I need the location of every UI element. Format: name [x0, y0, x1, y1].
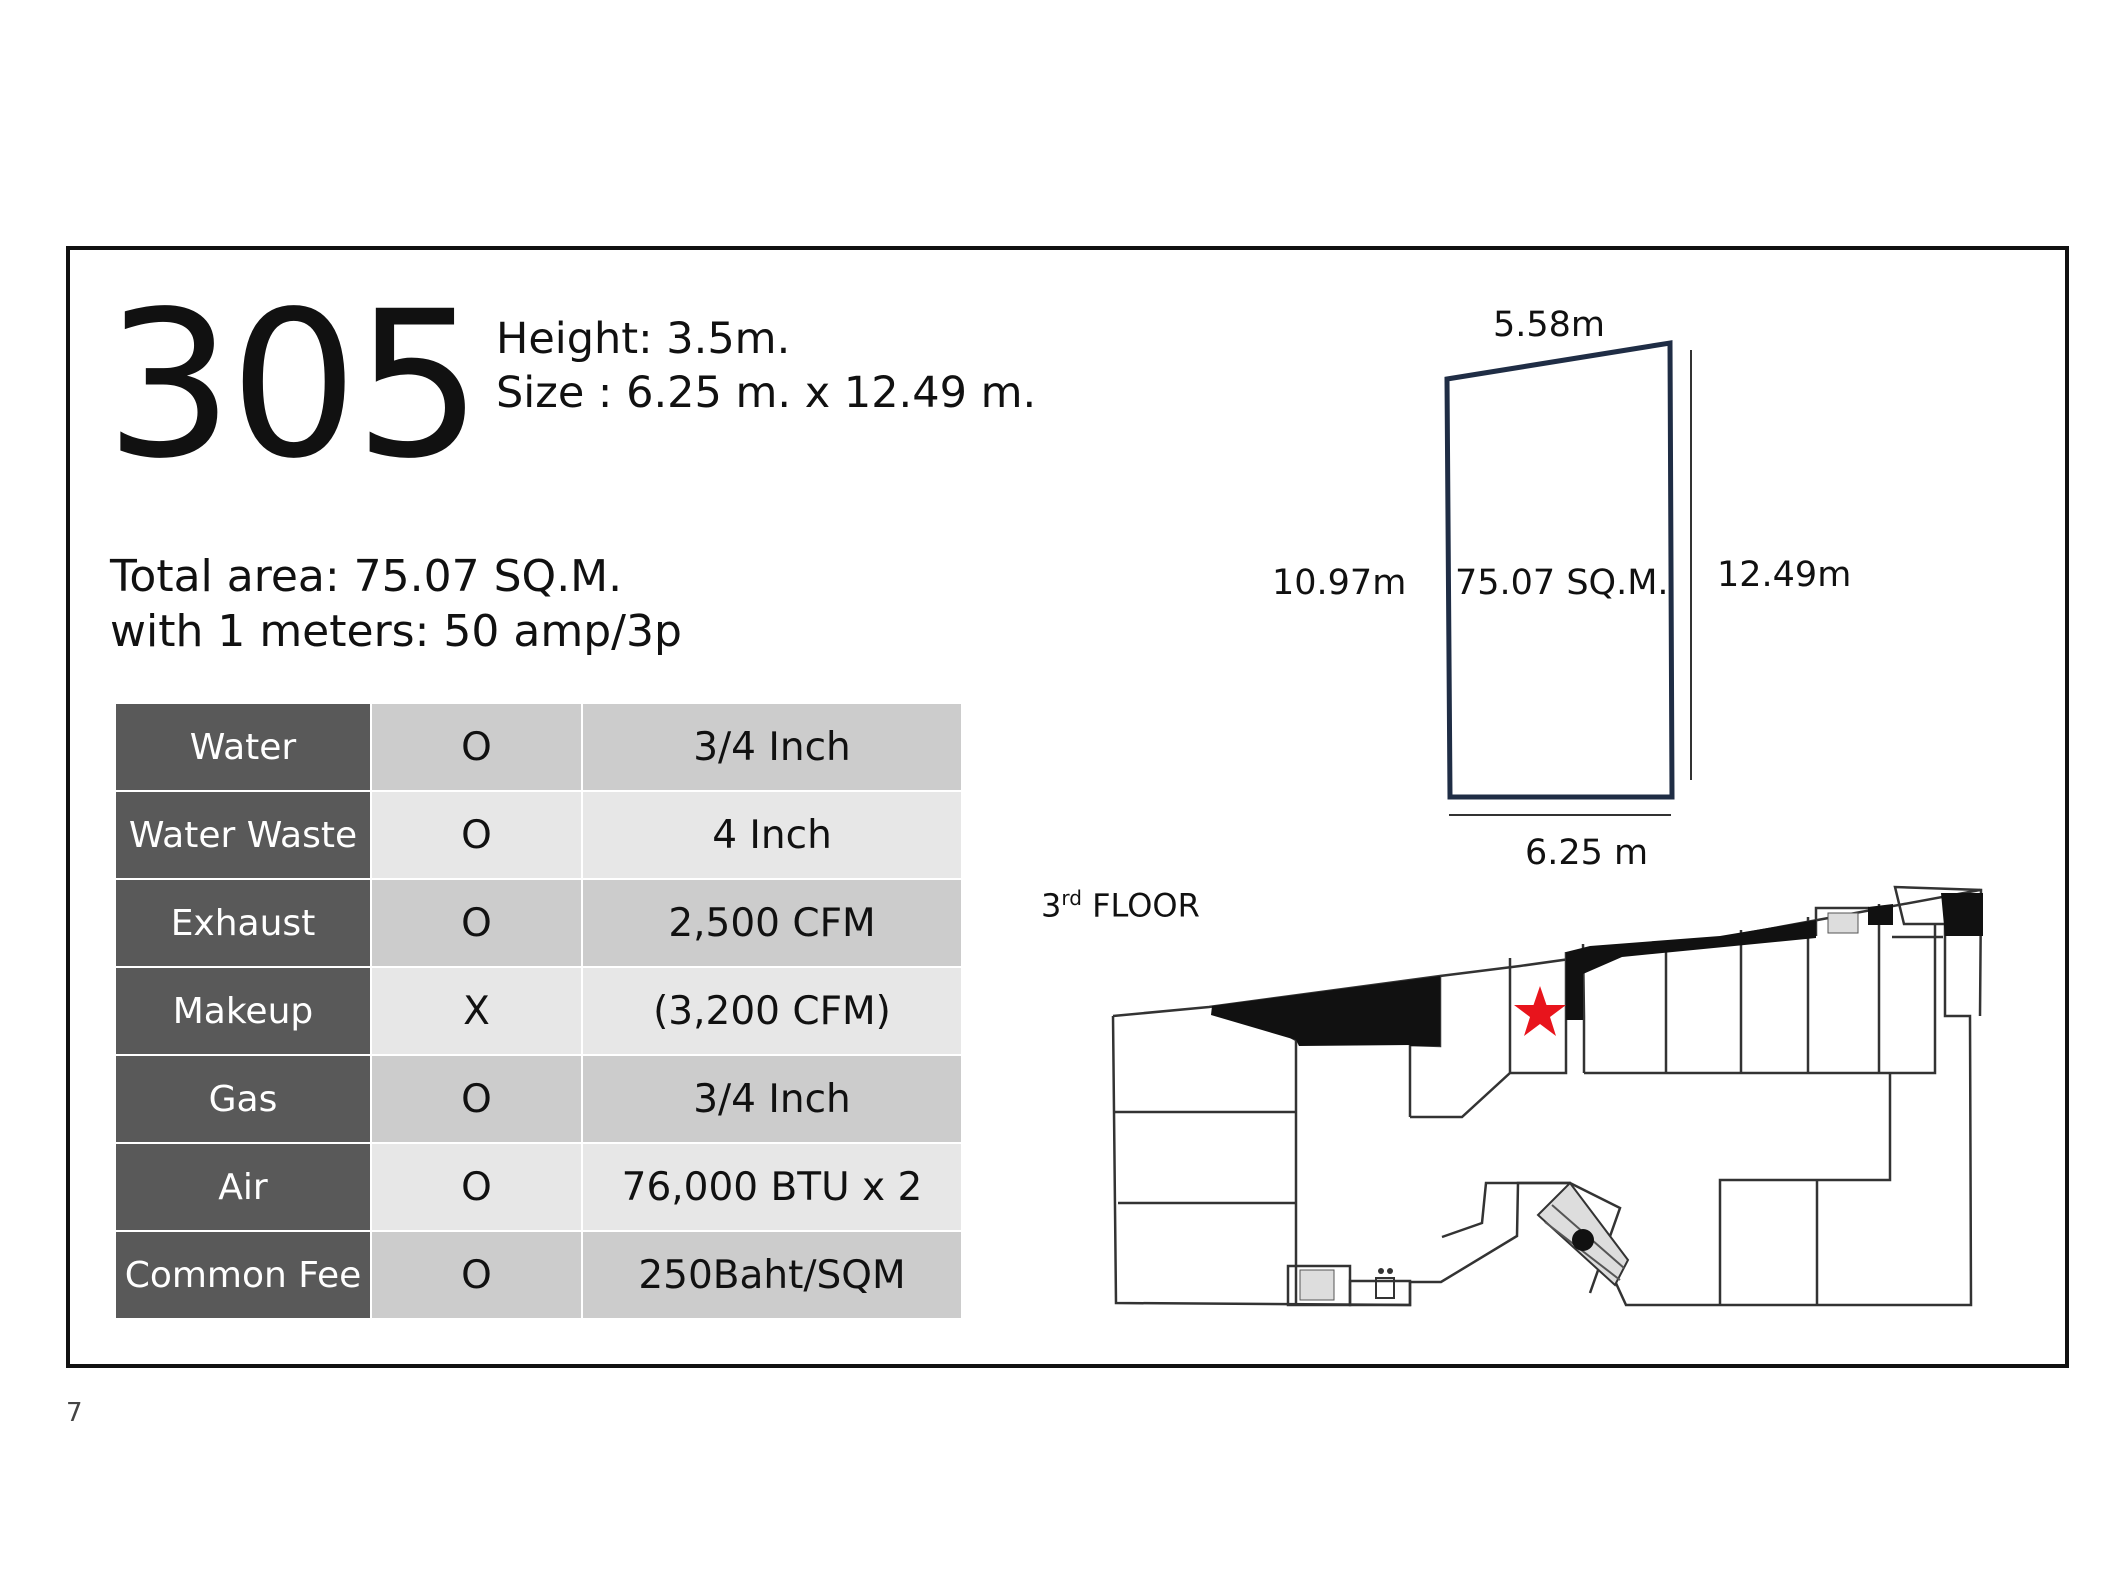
- utility-name: Makeup: [115, 967, 371, 1055]
- size-text: Size : 6.25 m. x 12.49 m.: [496, 368, 1037, 418]
- plan-area-label: 75.07 SQ.M.: [1455, 563, 1669, 603]
- utility-availability: O: [371, 879, 582, 967]
- floor-word: FLOOR: [1092, 886, 1200, 925]
- utility-name: Water Waste: [115, 791, 371, 879]
- floor-suffix: rd: [1061, 886, 1082, 910]
- floor-ordinal: 3: [1041, 886, 1062, 925]
- service-area-mid: [1566, 920, 1816, 1020]
- height-text: Height: 3.5m.: [496, 314, 791, 364]
- utility-spec: (3,200 CFM): [582, 967, 962, 1055]
- utility-availability: X: [371, 967, 582, 1055]
- dim-left: 10.97m: [1272, 563, 1407, 603]
- utility-spec: 3/4 Inch: [582, 703, 962, 791]
- restroom-icon: [1376, 1268, 1394, 1298]
- dim-right: 12.49m: [1717, 555, 1852, 595]
- utility-availability: O: [371, 1143, 582, 1231]
- service-area-right: [1941, 893, 1983, 936]
- utility-spec: 4 Inch: [582, 791, 962, 879]
- utility-spec: 2,500 CFM: [582, 879, 962, 967]
- meters-text: with 1 meters: 50 amp/3p: [110, 606, 682, 657]
- total-area-text: Total area: 75.07 SQ.M.: [110, 551, 623, 602]
- escalator-icon: [1538, 1183, 1628, 1285]
- unit-number: 305: [105, 267, 479, 503]
- page-number: 7: [66, 1398, 83, 1428]
- utility-name: Exhaust: [115, 879, 371, 967]
- utility-availability: O: [371, 703, 582, 791]
- utility-spec: 76,000 BTU x 2: [582, 1143, 962, 1231]
- location-star-icon: [1514, 986, 1566, 1036]
- utility-availability: O: [371, 1055, 582, 1143]
- dim-bottom: 6.25 m: [1525, 833, 1649, 873]
- utility-name: Gas: [115, 1055, 371, 1143]
- utility-availability: O: [371, 1231, 582, 1319]
- utility-spec: 250Baht/SQM: [582, 1231, 962, 1319]
- utility-spec: 3/4 Inch: [582, 1055, 962, 1143]
- utility-name: Water: [115, 703, 371, 791]
- utility-name: Common Fee: [115, 1231, 371, 1319]
- floor-outline: [1113, 887, 1981, 1305]
- service-area-left: [1211, 976, 1440, 1046]
- utility-name: Air: [115, 1143, 371, 1231]
- dim-top: 5.58m: [1493, 305, 1606, 345]
- utility-availability: O: [371, 791, 582, 879]
